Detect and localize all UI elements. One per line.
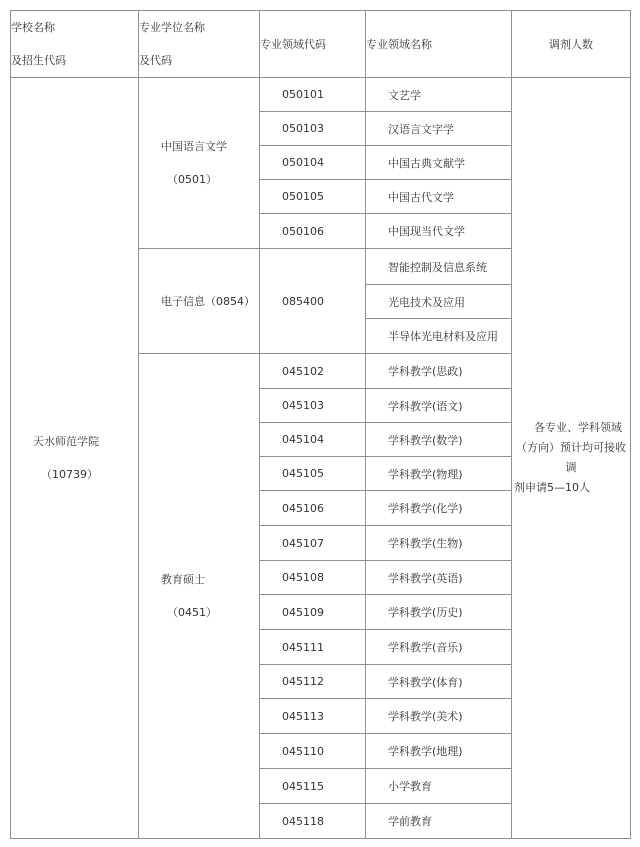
field-code: 045115 — [260, 769, 366, 804]
field-code: 045102 — [260, 354, 366, 389]
field-name: 智能控制及信息系统 — [366, 249, 512, 285]
field-code: 050104 — [260, 146, 366, 180]
quota-note: 剂申请5—10人 — [514, 481, 590, 494]
field-name: 学科教学(音乐) — [366, 630, 512, 665]
field-name: 小学教育 — [366, 769, 512, 804]
degree-code: （0501） — [167, 173, 217, 186]
school-cell — [11, 78, 139, 839]
header-field-code: 专业领域代码 — [260, 11, 366, 78]
field-code: 045107 — [260, 526, 366, 561]
quota-note: （方向）预计均可接收调 — [516, 441, 626, 474]
field-code: 045118 — [260, 804, 366, 839]
school-code: （10739） — [41, 468, 98, 481]
header-quota: 调剂人数 — [512, 11, 631, 78]
field-name: 学科教学(语文) — [366, 389, 512, 423]
field-name: 光电技术及应用 — [366, 285, 512, 319]
header-field-name: 专业领域名称 — [366, 11, 512, 78]
field-name: 半导体光电材料及应用 — [366, 319, 512, 354]
quota-cell — [512, 78, 631, 839]
school-name: 天水师范学院 — [33, 435, 99, 448]
field-name: 中国现当代文学 — [366, 214, 512, 249]
field-name: 学科教学(化学) — [366, 491, 512, 526]
field-code: 045112 — [260, 665, 366, 699]
degree-cell-chinese — [139, 78, 260, 249]
field-code: 085400 — [260, 249, 366, 354]
degree-cell-education — [139, 354, 260, 839]
field-name: 学科教学(数学) — [366, 423, 512, 457]
field-code: 050106 — [260, 214, 366, 249]
field-code: 045113 — [260, 699, 366, 734]
field-name: 文艺学 — [366, 78, 512, 112]
field-name: 学科教学(英语) — [366, 561, 512, 595]
field-name: 学科教学(体育) — [366, 665, 512, 699]
field-name: 学科教学(生物) — [366, 526, 512, 561]
field-code: 045104 — [260, 423, 366, 457]
field-code: 045108 — [260, 561, 366, 595]
field-name: 学前教育 — [366, 804, 512, 839]
table-row — [11, 78, 631, 112]
field-name: 学科教学(美术) — [366, 699, 512, 734]
field-code: 045105 — [260, 457, 366, 491]
field-code: 045103 — [260, 389, 366, 423]
header-school: 学校名称 及招生代码 — [11, 11, 139, 78]
field-name: 中国古典文献学 — [366, 146, 512, 180]
field-code: 050103 — [260, 112, 366, 146]
field-name: 学科教学(地理) — [366, 734, 512, 769]
field-code: 050105 — [260, 180, 366, 214]
field-name: 中国古代文学 — [366, 180, 512, 214]
field-code: 050101 — [260, 78, 366, 112]
header-degree: 专业学位名称 及代码 — [139, 11, 260, 78]
field-name: 学科教学(物理) — [366, 457, 512, 491]
degree-name: 电子信息（0854） — [161, 295, 255, 308]
quota-note: 各专业、学科领域 — [534, 421, 622, 434]
degree-cell-electronic — [139, 249, 260, 354]
field-code: 045109 — [260, 595, 366, 630]
field-name: 汉语言文字学 — [366, 112, 512, 146]
field-name: 学科教学(思政) — [366, 354, 512, 389]
degree-name: 中国语言文学 — [161, 140, 227, 153]
field-name: 学科教学(历史) — [366, 595, 512, 630]
header-row — [11, 11, 631, 78]
field-code: 045106 — [260, 491, 366, 526]
field-code: 045110 — [260, 734, 366, 769]
field-code: 045111 — [260, 630, 366, 665]
degree-name: 教育硕士 — [161, 573, 205, 586]
degree-code: （0451） — [167, 606, 217, 619]
admissions-table — [10, 10, 631, 839]
